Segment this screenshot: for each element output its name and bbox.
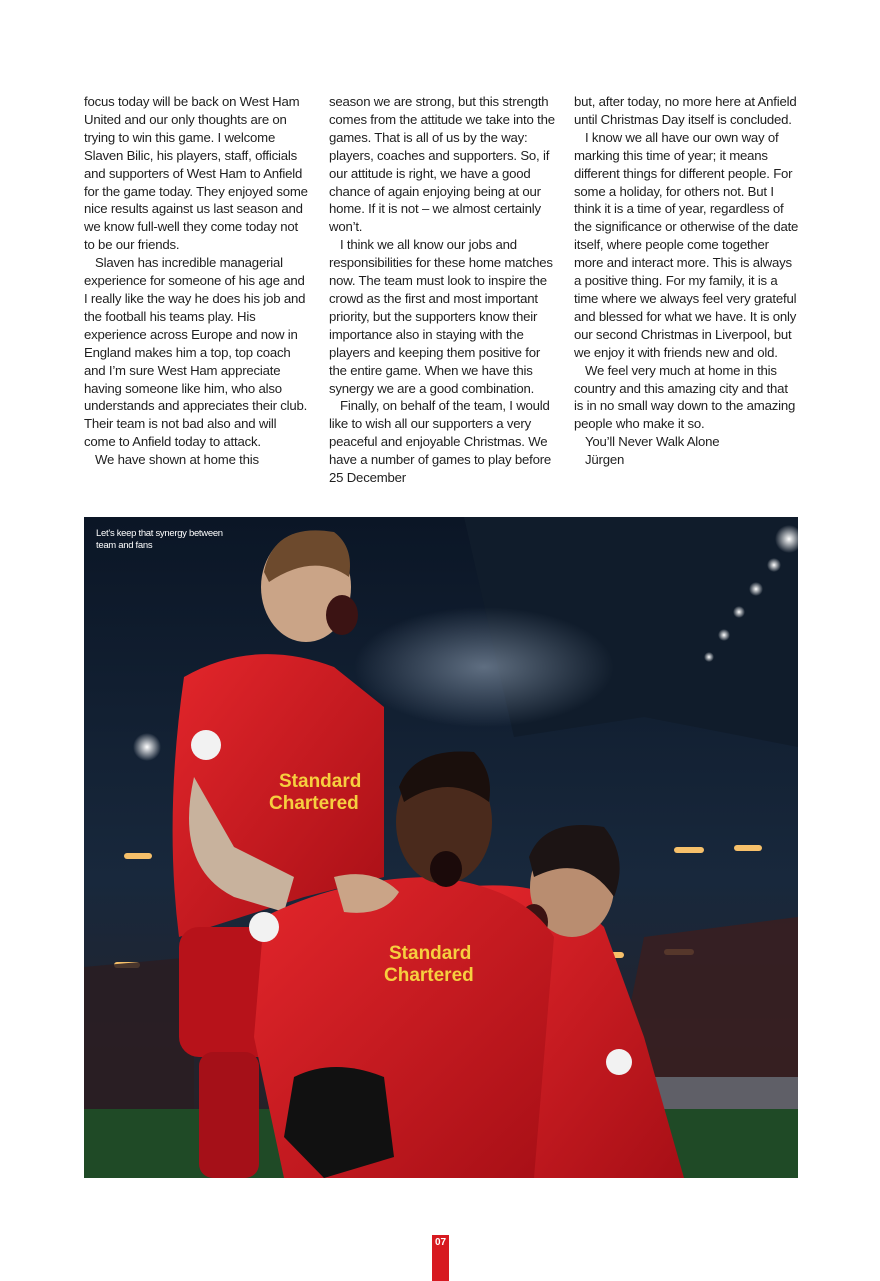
paragraph: focus today will be back on West Ham United and our only thoughts are on trying to win this game. I welcome Slaven Bilic, his players, staff, officials and supporters of West Ham to Anfield for the game today. They enjoyed some nice results against us last season and we know full-well they come today not to be our friends. xyxy=(84,94,308,253)
paragraph: I know we all have our own way of marking this time of year; it means different things for different people. For some a holiday, for others not. But I think it is a time of year, regardless of the significance or otherwise of the date itself, where people come together more and interact more. This is always a positive thing. For my family, it is a time where we always feel very grateful and blessed for what we have. It is only our second Christmas in Liverpool, but we enjoy it with friends new and old. xyxy=(574,129,799,360)
sponsor-text: Standard xyxy=(279,771,362,792)
sponsor-text: Chartered xyxy=(269,793,359,814)
breath-mist xyxy=(354,607,614,727)
paragraph: We have shown at home this xyxy=(95,452,259,468)
paragraph: Slaven has incredible managerial experience for someone of his age and I really like the way he does his job and the football his teams play. His experience across Europe and now in England makes him a top, top coach and I’m sure West Ham appreciate having someone like him, who also understands and appreciates their club. Their team is not bad also and will come to Anfield today to attack. xyxy=(84,255,308,450)
photo-illustration xyxy=(84,517,798,1178)
text-column-1 xyxy=(84,93,310,469)
signature-name: Jürgen xyxy=(585,452,625,468)
sponsor-text: Chartered xyxy=(384,965,474,986)
paragraph: Finally, on behalf of the team, I would like to wish all our supporters a very peaceful and enjoyable Christmas. We have a number of games to play before 25 December xyxy=(329,398,552,486)
text-column-3 xyxy=(574,93,800,469)
paragraph: I think we all know our jobs and responsibilities for these home matches now. The team must look to inspire the crowd as the first and most important priority, but the supporters know their importance also in staying with the players and keeping them positive for the entire game. When we have this synergy we are a good combination. xyxy=(329,237,553,396)
text-column-2 xyxy=(329,93,555,487)
article-body xyxy=(84,93,800,508)
paragraph: but, after today, no more here at Anfield until Christmas Day itself is concluded. xyxy=(574,94,797,127)
paragraph: season we are strong, but this strength comes from the attitude we take into the games. That is all of us by the way: players, coaches and supporters. So, if our attitude is right, we have a good chance of again enjoying being at our home. If it is not – we almost certainly won’t. xyxy=(329,94,555,235)
crowd xyxy=(84,957,194,1117)
sign-off: You’ll Never Walk Alone xyxy=(585,434,720,450)
photo-caption: Let’s keep that synergy between team and fans xyxy=(96,528,223,551)
paragraph: We feel very much at home in this country and this amazing city and that is in no small way down to the amazing people who make it so. xyxy=(574,362,796,432)
sponsor-text: Standard xyxy=(389,943,472,964)
page-number: 07 xyxy=(432,1235,449,1281)
celebration-photo xyxy=(84,517,798,1178)
